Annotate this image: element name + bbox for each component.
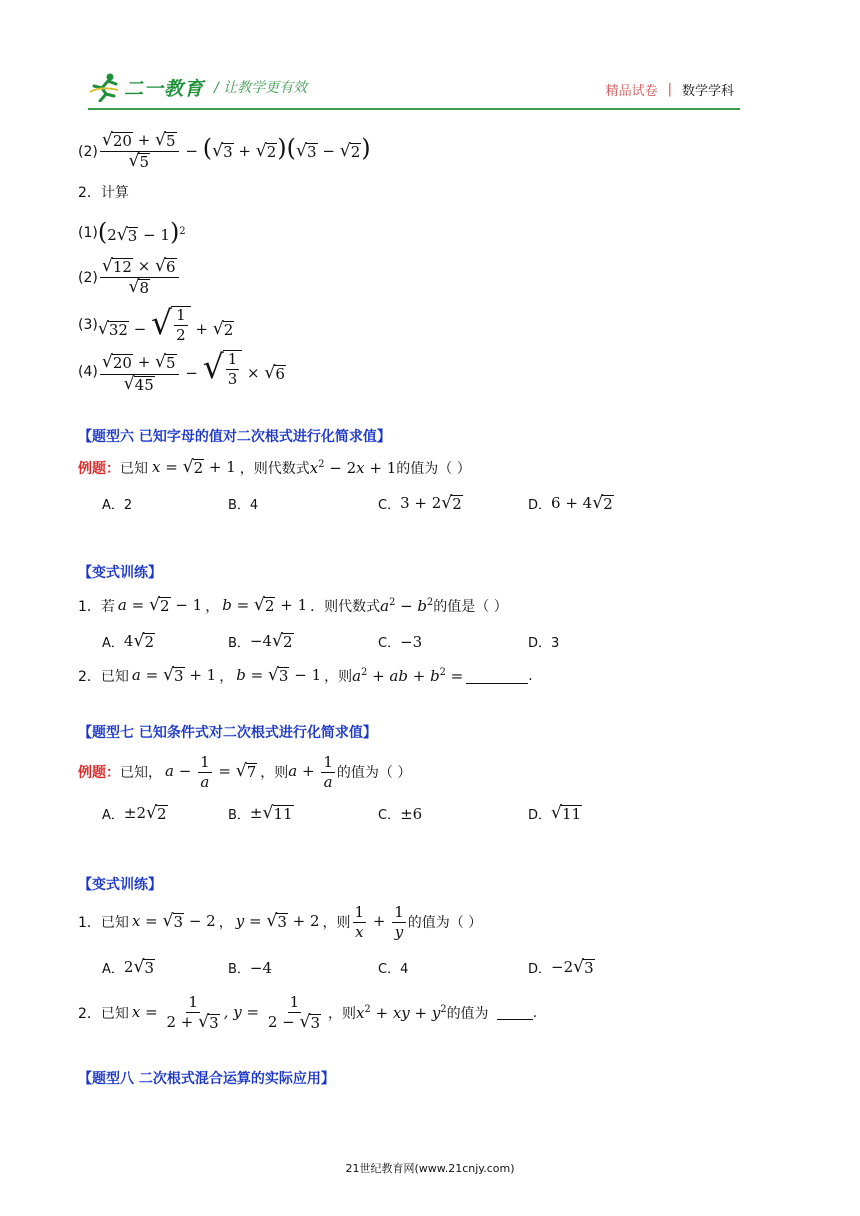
type7-option-b[interactable]: B． ± √ 11 — [228, 803, 293, 824]
header-label-exam: 精品试卷 — [605, 84, 658, 99]
text: 2．已知 — [78, 1005, 129, 1022]
example-label: 例题： — [78, 461, 120, 477]
type6-example: 例题： 已知 x = √ 2 + 1 ，则代数式 $x^2 - 2x + 1$ 的值为（ ） — [78, 457, 471, 478]
option-label: A． — [102, 808, 124, 824]
type6-option-c[interactable]: C． 3 + 2 √ 2 — [378, 493, 462, 514]
variant2-q1: 1．已知 x = √ 3 − 2 ， y = √ 3 + 2 ，则 $\frac{1}{x}$ + $\frac{1}{y}$ 的值为（ ） — [78, 903, 483, 941]
variant2-q1-option-d[interactable]: D． −2 √ 3 — [528, 957, 594, 978]
answer-blank[interactable] — [497, 1005, 533, 1020]
variant2-q1-option-b[interactable]: B． −4 — [228, 958, 273, 977]
text: ，则 — [328, 1005, 357, 1022]
footer-text: 21世纪教育网(www.21cnjy.com) — [345, 1162, 515, 1175]
variant2-q1-option-c[interactable]: C．4 — [378, 962, 409, 977]
option-label: C． — [378, 808, 401, 823]
option-label: B． — [228, 808, 250, 824]
problem-2-top: (2) √ 20 + √ 5 √ 5 − ( √ 3 + √ 2 )( √ 3 − √ 2 ) — [78, 130, 371, 172]
item-label: (1) — [78, 224, 98, 241]
text: 的值为（ ） — [396, 461, 471, 477]
item-label: (4) — [78, 363, 98, 380]
type7-option-a[interactable]: A． ±2 √ 2 — [102, 803, 167, 824]
option-label: A． — [102, 636, 124, 652]
header-label-subject: 数学学科 — [681, 84, 734, 99]
option-label: C． — [378, 636, 401, 651]
type7-heading: 【题型七 已知条件式对二次根式进行化简求值】 — [78, 725, 377, 741]
text: 2．已知 — [78, 669, 129, 685]
item-label: (3) — [78, 316, 98, 333]
item-label: (2) — [78, 269, 98, 286]
option-label: B． — [228, 962, 250, 977]
option-label: D． — [528, 498, 552, 514]
text: 已知 — [120, 461, 148, 477]
variant2-heading: 【变式训练】 — [78, 877, 162, 893]
text: ，则 — [260, 765, 289, 781]
brand-name: 二一教育 — [124, 77, 205, 100]
variant2-q2: 2．已知 x = 1 2 + √ 3 , y = 1 2 − √ 3 ，则 $x^2$ + xy + $y^2$ 的值为 . — [78, 993, 538, 1032]
variant1-q1-option-a[interactable]: A． 4 √ 2 — [102, 631, 154, 652]
text: 的值为（ ） — [407, 915, 483, 931]
text: 已知， — [120, 765, 162, 781]
type7-option-c[interactable]: C． ±6 — [378, 804, 423, 823]
variant1-q2: 2．已知 a = √ 3 + 1 ， b = √ 3 − 1 ，则 $a^2$ + ab + $b^2$ = . — [78, 665, 533, 686]
option-label: D． — [528, 962, 552, 978]
variant1-q1: 1．若 a = √ 2 − 1 ， b = √ 2 + 1 ．则代数式 $a^2 - b^2$ 的值是（ ） — [78, 595, 508, 616]
text: ，则 — [322, 915, 351, 931]
variant1-q1-option-b[interactable]: B． −4 √ 2 — [228, 631, 293, 652]
section-2-title: 2．计算 — [78, 185, 129, 201]
text: 的值为（ ） — [336, 765, 412, 781]
text: 1．已知 — [78, 915, 129, 931]
text: ，则代数式 — [239, 461, 310, 477]
variant2-q1-option-a[interactable]: A． 2 √ 3 — [102, 957, 154, 978]
variant1-q1-option-d[interactable]: D．3 — [528, 636, 560, 651]
header-divider — [88, 108, 740, 110]
option-label: C． — [378, 498, 401, 514]
text: 的值为 — [446, 1005, 489, 1022]
header-logo — [88, 72, 307, 102]
item-label: (2) — [78, 143, 98, 160]
header-separator: | — [667, 82, 672, 97]
calc-3: (3) √ 32 − √ $\frac{1}{2}$ + √ 2 — [78, 303, 234, 344]
variant1-q1-option-c[interactable]: C． −3 — [378, 632, 423, 651]
text: 1．若 — [78, 599, 115, 615]
calc-1: (1) (2 √ 3 − 1)$^2$ — [78, 218, 186, 246]
calc-2: (2) √ 12 × √ 6 √ 8 — [78, 258, 181, 298]
option-label: D． — [528, 808, 552, 824]
type7-example: 例题： 已知， a − $\frac{1}{a}$ = √ 7 ，则 a + $\frac{1}{a}$ 的值为（ ） — [78, 753, 412, 791]
option-label: B． — [228, 636, 250, 652]
type6-option-a[interactable]: A．2 — [102, 498, 133, 513]
answer-blank[interactable] — [466, 669, 528, 684]
text: . — [532, 1004, 538, 1021]
type8-heading: 【题型八 二次根式混合运算的实际应用】 — [78, 1071, 335, 1087]
type7-option-d[interactable]: D． √ 11 — [528, 803, 582, 824]
type6-heading: 【题型六 已知字母的值对二次根式进行化简求值】 — [78, 429, 391, 445]
type6-option-b[interactable]: B．4 — [228, 498, 259, 513]
example-label: 例题： — [78, 765, 120, 781]
variant1-heading: 【变式训练】 — [78, 565, 162, 581]
brand-slogan: / 让教学更有效 — [214, 80, 308, 96]
header-right — [606, 80, 734, 99]
text: ．则代数式 — [310, 599, 381, 615]
type6-option-d[interactable]: D． 6 + 4 √ 2 — [528, 493, 613, 514]
runner-logo-icon — [88, 72, 122, 102]
text: 的值是（ ） — [433, 599, 508, 615]
calc-4: (4) √ 20 + √ 5 √ 45 − √ $\frac{1}{3}$ × √ 6 — [78, 347, 285, 394]
option-label: A． — [102, 962, 124, 978]
text: . — [528, 668, 533, 684]
text: ，则 — [324, 669, 353, 685]
